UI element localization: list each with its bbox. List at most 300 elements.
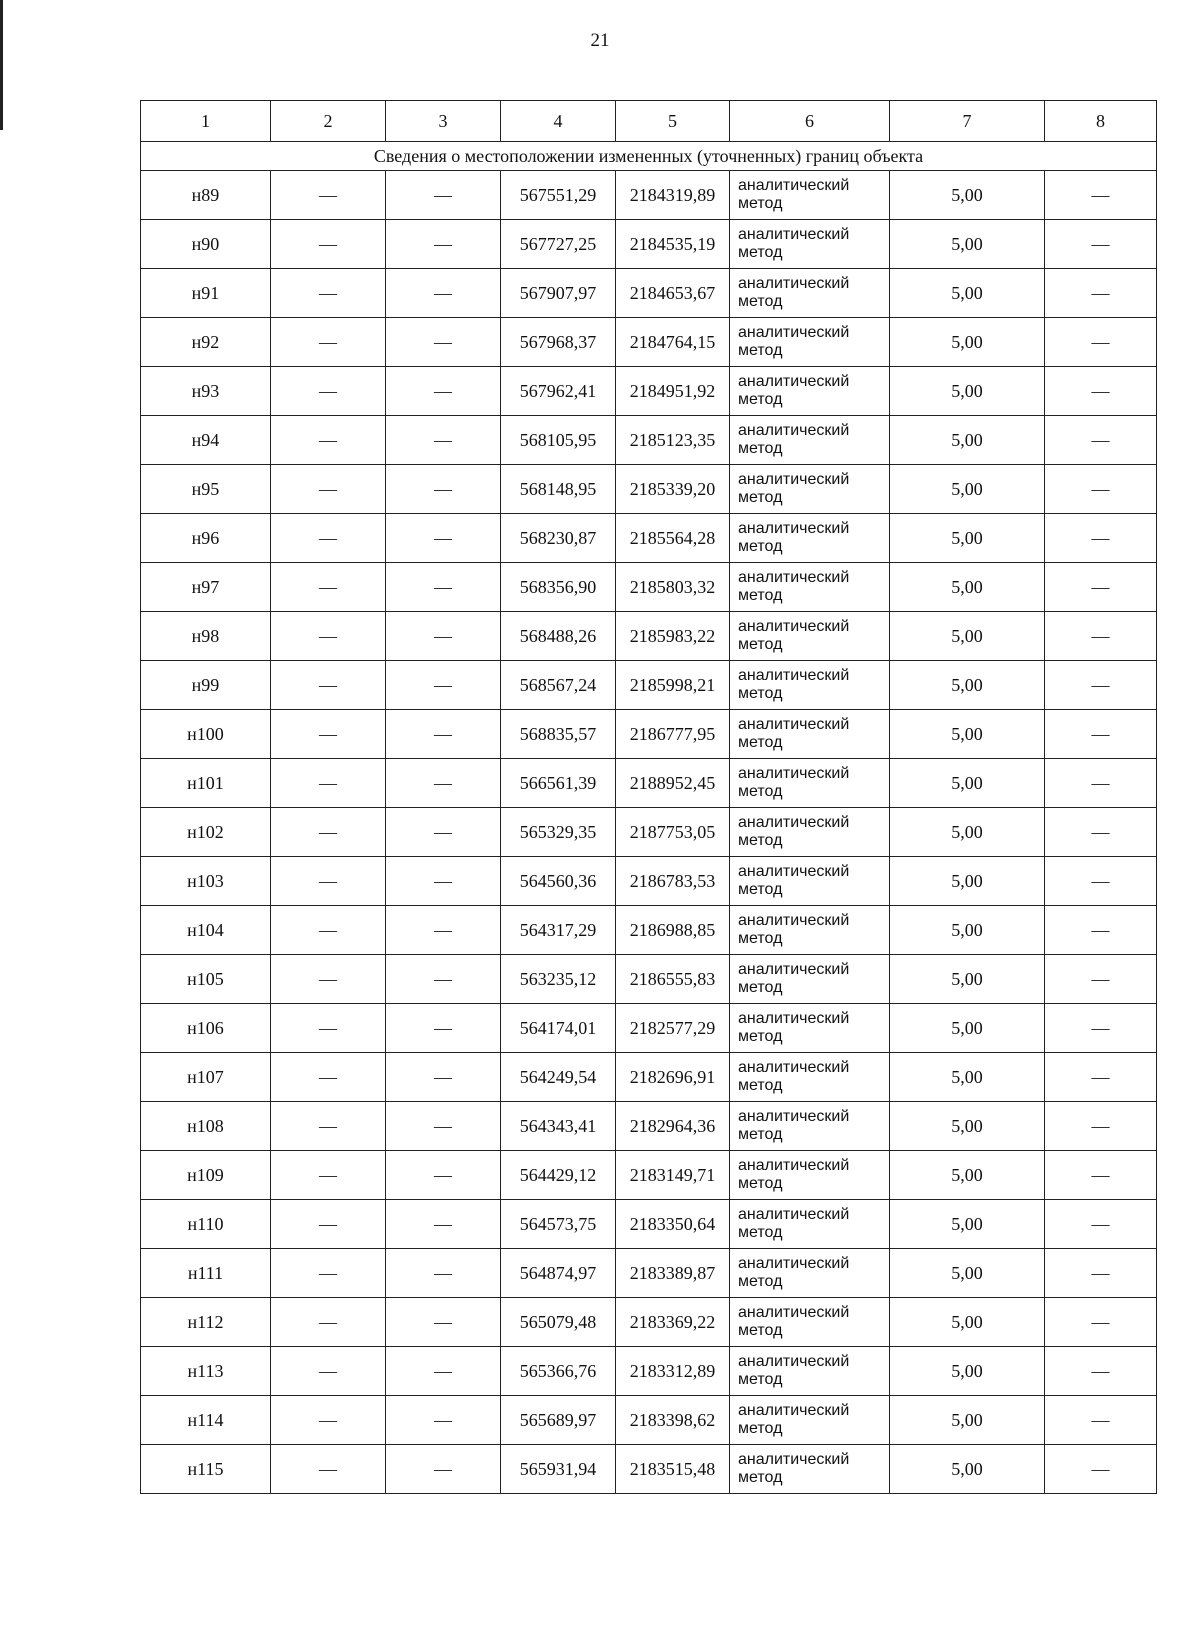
x-coordinate-cell: 564874,97 <box>501 1249 616 1298</box>
method-line-2: метод <box>738 440 783 457</box>
method-line-1: аналитический <box>738 1059 850 1076</box>
column-header: 8 <box>1045 101 1157 142</box>
method-cell <box>730 710 890 759</box>
empty-cell: — <box>386 1249 501 1298</box>
method-line-2: метод <box>738 930 783 947</box>
empty-cell: — <box>1045 906 1157 955</box>
empty-cell: — <box>1045 1200 1157 1249</box>
empty-cell: — <box>386 416 501 465</box>
empty-cell: — <box>271 318 386 367</box>
method-line-1: аналитический <box>738 667 850 684</box>
table-row <box>141 220 1157 269</box>
point-number-cell: н90 <box>141 220 271 269</box>
x-coordinate-cell: 564249,54 <box>501 1053 616 1102</box>
empty-cell: — <box>1045 955 1157 1004</box>
point-number-cell: н104 <box>141 906 271 955</box>
empty-cell: — <box>271 661 386 710</box>
point-number-cell: н112 <box>141 1298 271 1347</box>
method-line-2: метод <box>738 1322 783 1339</box>
empty-cell: — <box>1045 759 1157 808</box>
method-cell <box>730 906 890 955</box>
method-line-2: метод <box>738 489 783 506</box>
empty-cell: — <box>271 171 386 220</box>
table-row <box>141 318 1157 367</box>
method-line-1: аналитический <box>738 373 850 390</box>
empty-cell: — <box>386 465 501 514</box>
empty-cell: — <box>386 318 501 367</box>
empty-cell: — <box>386 759 501 808</box>
point-number-cell: н89 <box>141 171 271 220</box>
empty-cell: — <box>271 416 386 465</box>
point-number-cell: н97 <box>141 563 271 612</box>
empty-cell: — <box>386 1347 501 1396</box>
empty-cell: — <box>271 1298 386 1347</box>
method-cell <box>730 1347 890 1396</box>
y-coordinate-cell: 2183312,89 <box>616 1347 730 1396</box>
point-number-cell: н105 <box>141 955 271 1004</box>
y-coordinate-cell: 2186783,53 <box>616 857 730 906</box>
y-coordinate-cell: 2183350,64 <box>616 1200 730 1249</box>
empty-cell: — <box>1045 857 1157 906</box>
empty-cell: — <box>1045 1151 1157 1200</box>
accuracy-cell: 5,00 <box>890 1151 1045 1200</box>
table-body <box>141 101 1157 1494</box>
method-cell <box>730 465 890 514</box>
x-coordinate-cell: 564174,01 <box>501 1004 616 1053</box>
method-cell <box>730 563 890 612</box>
table-row <box>141 1151 1157 1200</box>
x-coordinate-cell: 567727,25 <box>501 220 616 269</box>
method-line-1: аналитический <box>738 422 850 439</box>
method-cell <box>730 1445 890 1494</box>
method-line-2: метод <box>738 783 783 800</box>
table-row <box>141 1396 1157 1445</box>
point-number-cell: н94 <box>141 416 271 465</box>
empty-cell: — <box>1045 1004 1157 1053</box>
empty-cell: — <box>1045 808 1157 857</box>
column-header: 1 <box>141 101 271 142</box>
method-line-2: метод <box>738 1077 783 1094</box>
y-coordinate-cell: 2183398,62 <box>616 1396 730 1445</box>
empty-cell: — <box>271 1004 386 1053</box>
method-line-1: аналитический <box>738 765 850 782</box>
accuracy-cell: 5,00 <box>890 514 1045 563</box>
accuracy-cell: 5,00 <box>890 1200 1045 1249</box>
page-edge-mark <box>0 0 3 130</box>
method-cell <box>730 857 890 906</box>
empty-cell: — <box>271 1200 386 1249</box>
point-number-cell: н95 <box>141 465 271 514</box>
empty-cell: — <box>271 955 386 1004</box>
accuracy-cell: 5,00 <box>890 857 1045 906</box>
y-coordinate-cell: 2186988,85 <box>616 906 730 955</box>
x-coordinate-cell: 564429,12 <box>501 1151 616 1200</box>
y-coordinate-cell: 2186777,95 <box>616 710 730 759</box>
method-cell <box>730 367 890 416</box>
y-coordinate-cell: 2182696,91 <box>616 1053 730 1102</box>
point-number-cell: н115 <box>141 1445 271 1494</box>
method-line-1: аналитический <box>738 1255 850 1272</box>
y-coordinate-cell: 2184951,92 <box>616 367 730 416</box>
point-number-cell: н110 <box>141 1200 271 1249</box>
method-cell <box>730 1102 890 1151</box>
column-header: 2 <box>271 101 386 142</box>
empty-cell: — <box>271 269 386 318</box>
table-row <box>141 416 1157 465</box>
method-line-1: аналитический <box>738 1157 850 1174</box>
empty-cell: — <box>271 1347 386 1396</box>
y-coordinate-cell: 2185564,28 <box>616 514 730 563</box>
accuracy-cell: 5,00 <box>890 465 1045 514</box>
y-coordinate-cell: 2184764,15 <box>616 318 730 367</box>
method-line-2: метод <box>738 195 783 212</box>
y-coordinate-cell: 2183389,87 <box>616 1249 730 1298</box>
y-coordinate-cell: 2187753,05 <box>616 808 730 857</box>
empty-cell: — <box>271 906 386 955</box>
method-line-2: метод <box>738 244 783 261</box>
empty-cell: — <box>1045 661 1157 710</box>
x-coordinate-cell: 565366,76 <box>501 1347 616 1396</box>
y-coordinate-cell: 2185983,22 <box>616 612 730 661</box>
x-coordinate-cell: 567968,37 <box>501 318 616 367</box>
accuracy-cell: 5,00 <box>890 563 1045 612</box>
method-line-2: метод <box>738 1175 783 1192</box>
empty-cell: — <box>386 955 501 1004</box>
x-coordinate-cell: 565931,94 <box>501 1445 616 1494</box>
x-coordinate-cell: 568230,87 <box>501 514 616 563</box>
empty-cell: — <box>1045 563 1157 612</box>
accuracy-cell: 5,00 <box>890 1053 1045 1102</box>
x-coordinate-cell: 568105,95 <box>501 416 616 465</box>
empty-cell: — <box>386 1053 501 1102</box>
empty-cell: — <box>1045 220 1157 269</box>
table-row <box>141 1298 1157 1347</box>
accuracy-cell: 5,00 <box>890 269 1045 318</box>
method-cell <box>730 1298 890 1347</box>
method-line-1: аналитический <box>738 569 850 586</box>
method-cell <box>730 955 890 1004</box>
empty-cell: — <box>386 269 501 318</box>
accuracy-cell: 5,00 <box>890 808 1045 857</box>
y-coordinate-cell: 2186555,83 <box>616 955 730 1004</box>
y-coordinate-cell: 2185339,20 <box>616 465 730 514</box>
empty-cell: — <box>386 1102 501 1151</box>
y-coordinate-cell: 2183515,48 <box>616 1445 730 1494</box>
accuracy-cell: 5,00 <box>890 955 1045 1004</box>
table-row <box>141 514 1157 563</box>
table-row <box>141 710 1157 759</box>
method-line-1: аналитический <box>738 1108 850 1125</box>
table-row <box>141 661 1157 710</box>
method-cell <box>730 171 890 220</box>
page-number: 21 <box>590 30 610 51</box>
accuracy-cell: 5,00 <box>890 1445 1045 1494</box>
method-line-2: метод <box>738 538 783 555</box>
point-number-cell: н100 <box>141 710 271 759</box>
method-line-1: аналитический <box>738 520 850 537</box>
method-line-2: метод <box>738 881 783 898</box>
method-line-1: аналитический <box>738 618 850 635</box>
y-coordinate-cell: 2185803,32 <box>616 563 730 612</box>
column-header: 5 <box>616 101 730 142</box>
accuracy-cell: 5,00 <box>890 416 1045 465</box>
method-line-1: аналитический <box>738 1206 850 1223</box>
empty-cell: — <box>386 857 501 906</box>
point-number-cell: н99 <box>141 661 271 710</box>
x-coordinate-cell: 565689,97 <box>501 1396 616 1445</box>
method-cell <box>730 1004 890 1053</box>
table-row <box>141 857 1157 906</box>
method-cell <box>730 759 890 808</box>
point-number-cell: н111 <box>141 1249 271 1298</box>
method-line-2: метод <box>738 391 783 408</box>
empty-cell: — <box>1045 465 1157 514</box>
accuracy-cell: 5,00 <box>890 367 1045 416</box>
method-line-1: аналитический <box>738 863 850 880</box>
accuracy-cell: 5,00 <box>890 612 1045 661</box>
empty-cell: — <box>386 1298 501 1347</box>
method-line-1: аналитический <box>738 912 850 929</box>
point-number-cell: н96 <box>141 514 271 563</box>
empty-cell: — <box>386 710 501 759</box>
empty-cell: — <box>1045 1445 1157 1494</box>
method-cell <box>730 1249 890 1298</box>
x-coordinate-cell: 564573,75 <box>501 1200 616 1249</box>
table-row <box>141 955 1157 1004</box>
x-coordinate-cell: 567551,29 <box>501 171 616 220</box>
empty-cell: — <box>271 1102 386 1151</box>
point-number-cell: н101 <box>141 759 271 808</box>
y-coordinate-cell: 2184319,89 <box>616 171 730 220</box>
empty-cell: — <box>386 171 501 220</box>
empty-cell: — <box>271 759 386 808</box>
section-title: Сведения о местоположении измененных (уточненных) границ объекта <box>141 142 1157 171</box>
column-header: 3 <box>386 101 501 142</box>
point-number-cell: н108 <box>141 1102 271 1151</box>
accuracy-cell: 5,00 <box>890 171 1045 220</box>
empty-cell: — <box>1045 612 1157 661</box>
method-line-2: метод <box>738 685 783 702</box>
empty-cell: — <box>271 514 386 563</box>
empty-cell: — <box>1045 367 1157 416</box>
empty-cell: — <box>271 710 386 759</box>
empty-cell: — <box>1045 269 1157 318</box>
x-coordinate-cell: 564317,29 <box>501 906 616 955</box>
column-header: 7 <box>890 101 1045 142</box>
accuracy-cell: 5,00 <box>890 759 1045 808</box>
table-row <box>141 1249 1157 1298</box>
empty-cell: — <box>386 661 501 710</box>
column-header: 4 <box>501 101 616 142</box>
accuracy-cell: 5,00 <box>890 906 1045 955</box>
x-coordinate-cell: 565079,48 <box>501 1298 616 1347</box>
empty-cell: — <box>1045 514 1157 563</box>
method-cell <box>730 269 890 318</box>
empty-cell: — <box>271 563 386 612</box>
method-line-2: метод <box>738 636 783 653</box>
point-number-cell: н92 <box>141 318 271 367</box>
empty-cell: — <box>271 1053 386 1102</box>
point-number-cell: н93 <box>141 367 271 416</box>
y-coordinate-cell: 2184535,19 <box>616 220 730 269</box>
method-line-1: аналитический <box>738 177 850 194</box>
table-row <box>141 563 1157 612</box>
y-coordinate-cell: 2182577,29 <box>616 1004 730 1053</box>
empty-cell: — <box>271 1249 386 1298</box>
empty-cell: — <box>386 1200 501 1249</box>
table-row <box>141 1004 1157 1053</box>
empty-cell: — <box>271 1396 386 1445</box>
method-line-2: метод <box>738 1273 783 1290</box>
method-line-1: аналитический <box>738 1402 850 1419</box>
empty-cell: — <box>386 514 501 563</box>
table-row <box>141 269 1157 318</box>
point-number-cell: н106 <box>141 1004 271 1053</box>
empty-cell: — <box>271 1445 386 1494</box>
empty-cell: — <box>1045 1298 1157 1347</box>
table-row <box>141 612 1157 661</box>
method-line-2: метод <box>738 1371 783 1388</box>
method-line-1: аналитический <box>738 1353 850 1370</box>
empty-cell: — <box>271 612 386 661</box>
method-line-2: метод <box>738 342 783 359</box>
empty-cell: — <box>271 465 386 514</box>
method-cell <box>730 1151 890 1200</box>
method-line-2: метод <box>738 979 783 996</box>
accuracy-cell: 5,00 <box>890 1298 1045 1347</box>
y-coordinate-cell: 2183369,22 <box>616 1298 730 1347</box>
method-line-2: метод <box>738 1469 783 1486</box>
empty-cell: — <box>271 857 386 906</box>
table-row <box>141 906 1157 955</box>
x-coordinate-cell: 568356,90 <box>501 563 616 612</box>
empty-cell: — <box>1045 318 1157 367</box>
table-row <box>141 1102 1157 1151</box>
empty-cell: — <box>271 220 386 269</box>
method-cell <box>730 318 890 367</box>
empty-cell: — <box>271 367 386 416</box>
point-number-cell: н102 <box>141 808 271 857</box>
y-coordinate-cell: 2182964,36 <box>616 1102 730 1151</box>
method-cell <box>730 1200 890 1249</box>
empty-cell: — <box>386 1004 501 1053</box>
accuracy-cell: 5,00 <box>890 661 1045 710</box>
accuracy-cell: 5,00 <box>890 318 1045 367</box>
table-row <box>141 1053 1157 1102</box>
point-number-cell: н109 <box>141 1151 271 1200</box>
method-cell <box>730 220 890 269</box>
method-line-1: аналитический <box>738 1010 850 1027</box>
table-row <box>141 1445 1157 1494</box>
empty-cell: — <box>386 1445 501 1494</box>
empty-cell: — <box>386 612 501 661</box>
method-line-2: метод <box>738 1420 783 1437</box>
accuracy-cell: 5,00 <box>890 1004 1045 1053</box>
method-cell <box>730 661 890 710</box>
empty-cell: — <box>1045 1396 1157 1445</box>
table-row <box>141 759 1157 808</box>
x-coordinate-cell: 568567,24 <box>501 661 616 710</box>
accuracy-cell: 5,00 <box>890 1249 1045 1298</box>
method-line-2: метод <box>738 1028 783 1045</box>
point-number-cell: н98 <box>141 612 271 661</box>
empty-cell: — <box>1045 1249 1157 1298</box>
empty-cell: — <box>386 1396 501 1445</box>
method-line-1: аналитический <box>738 324 850 341</box>
y-coordinate-cell: 2185123,35 <box>616 416 730 465</box>
method-cell <box>730 1053 890 1102</box>
x-coordinate-cell: 564560,36 <box>501 857 616 906</box>
method-line-2: метод <box>738 832 783 849</box>
empty-cell: — <box>386 367 501 416</box>
method-line-2: метод <box>738 1126 783 1143</box>
accuracy-cell: 5,00 <box>890 1396 1045 1445</box>
table-row <box>141 367 1157 416</box>
column-header: 6 <box>730 101 890 142</box>
point-number-cell: н114 <box>141 1396 271 1445</box>
y-coordinate-cell: 2185998,21 <box>616 661 730 710</box>
empty-cell: — <box>1045 1053 1157 1102</box>
empty-cell: — <box>1045 710 1157 759</box>
x-coordinate-cell: 565329,35 <box>501 808 616 857</box>
table-row <box>141 171 1157 220</box>
x-coordinate-cell: 567907,97 <box>501 269 616 318</box>
method-line-1: аналитический <box>738 961 850 978</box>
method-cell <box>730 808 890 857</box>
empty-cell: — <box>386 906 501 955</box>
coordinates-table <box>140 100 1157 1494</box>
point-number-cell: н113 <box>141 1347 271 1396</box>
method-line-1: аналитический <box>738 226 850 243</box>
method-cell <box>730 612 890 661</box>
empty-cell: — <box>1045 171 1157 220</box>
empty-cell: — <box>1045 1102 1157 1151</box>
empty-cell: — <box>386 220 501 269</box>
x-coordinate-cell: 568148,95 <box>501 465 616 514</box>
accuracy-cell: 5,00 <box>890 1102 1045 1151</box>
y-coordinate-cell: 2188952,45 <box>616 759 730 808</box>
empty-cell: — <box>386 563 501 612</box>
method-line-1: аналитический <box>738 1451 850 1468</box>
table-row <box>141 465 1157 514</box>
empty-cell: — <box>1045 416 1157 465</box>
method-line-1: аналитический <box>738 716 850 733</box>
y-coordinate-cell: 2183149,71 <box>616 1151 730 1200</box>
accuracy-cell: 5,00 <box>890 220 1045 269</box>
accuracy-cell: 5,00 <box>890 1347 1045 1396</box>
method-line-1: аналитический <box>738 275 850 292</box>
header-row <box>141 101 1157 142</box>
method-line-1: аналитический <box>738 814 850 831</box>
method-line-1: аналитический <box>738 471 850 488</box>
method-line-2: метод <box>738 293 783 310</box>
method-line-2: метод <box>738 587 783 604</box>
method-line-2: метод <box>738 1224 783 1241</box>
method-cell <box>730 514 890 563</box>
empty-cell: — <box>271 1151 386 1200</box>
point-number-cell: н91 <box>141 269 271 318</box>
table-row <box>141 1347 1157 1396</box>
method-line-2: метод <box>738 734 783 751</box>
section-row <box>141 142 1157 171</box>
x-coordinate-cell: 564343,41 <box>501 1102 616 1151</box>
table-row <box>141 808 1157 857</box>
method-cell <box>730 416 890 465</box>
empty-cell: — <box>386 808 501 857</box>
empty-cell: — <box>1045 1347 1157 1396</box>
empty-cell: — <box>271 808 386 857</box>
y-coordinate-cell: 2184653,67 <box>616 269 730 318</box>
